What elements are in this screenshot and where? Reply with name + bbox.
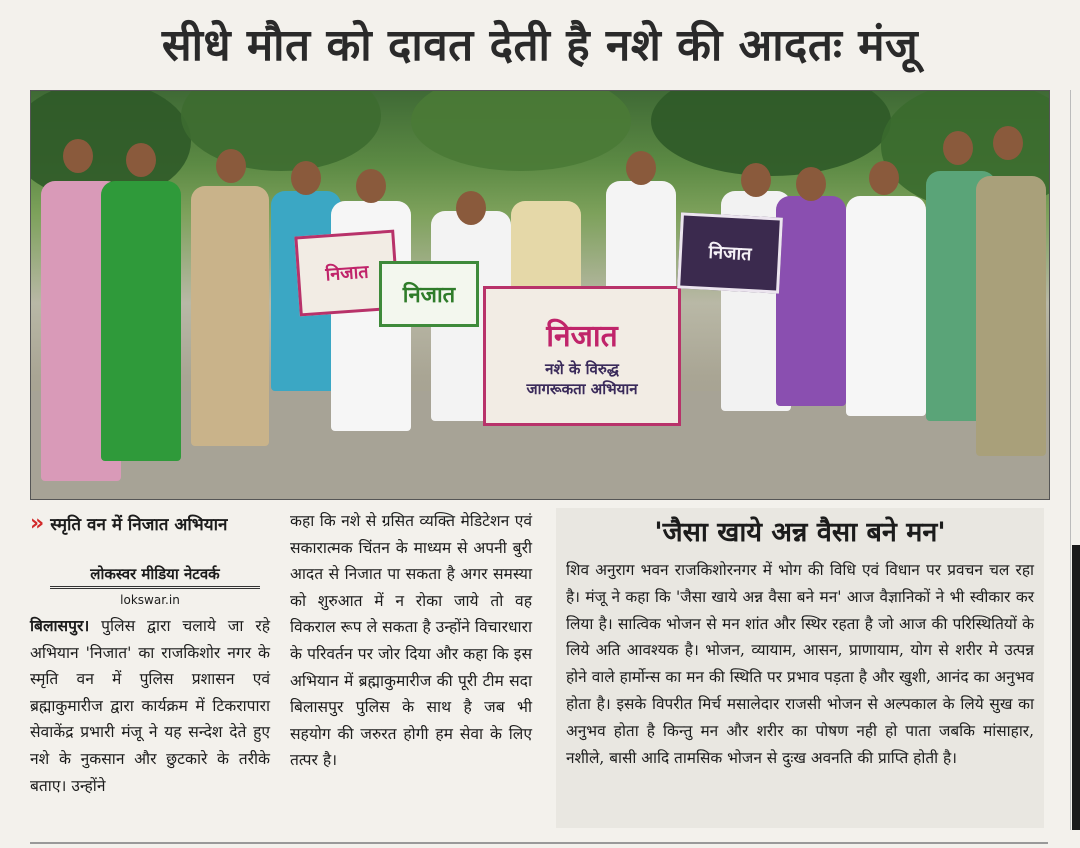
photo-sign-main bbox=[483, 286, 681, 426]
photo-tree bbox=[181, 90, 381, 171]
photo-person-head bbox=[943, 131, 973, 165]
article-body-col1-text: पुलिस द्वारा चलाये जा रहे अभियान 'निजात' का राजकिशोर नगर के स्मृति वन में पुलिस प्रशासन एवं ब्रह्माकुमारीज द्वारा कार्यक्रम में टिकरापारा सेवाकेंद्र प्रभारी मंजू ने यह सन्देश देते हुए नशे के नुकसान और छुटकारे के तरीके बताए। उन्होंने bbox=[30, 617, 270, 795]
bottom-divider bbox=[30, 842, 1048, 844]
photo-person bbox=[976, 176, 1046, 456]
photo-person-head bbox=[291, 161, 321, 195]
sign-right-title: निजात bbox=[707, 241, 752, 266]
sign-main-line1: नशे के विरुद्ध bbox=[545, 359, 619, 378]
sidebar-article bbox=[556, 508, 1044, 828]
photo-person-head bbox=[216, 149, 246, 183]
photo-tree bbox=[411, 90, 631, 171]
adjacent-photo-edge bbox=[1072, 545, 1080, 830]
sign-main-line2: जागरूकता अभियान bbox=[526, 379, 638, 398]
photo-person-head bbox=[126, 143, 156, 177]
news-photo bbox=[30, 90, 1050, 500]
section-label bbox=[30, 508, 270, 538]
agency-website: lokswar.in bbox=[120, 593, 180, 607]
photo-person-head bbox=[626, 151, 656, 185]
article-column-2 bbox=[290, 508, 532, 774]
photo-person-head bbox=[869, 161, 899, 195]
photo-person-head bbox=[456, 191, 486, 225]
article-body-col2: कहा कि नशे से ग्रसित व्यक्ति मेडिटेशन एवं सकारात्मक चिंतन के माध्यम से अपनी बुरी आदत से निजात पा सकता है अगर समस्या को शुरुआत में न रोका जाये तो वह विकराल रूप ले सकता है उन्होंने विचारधारा के परिवर्तन पर जोर दिया और कहा कि इस अभियान में ब्रह्माकुमारीज की पूरी टीम सदा बिलासपुर पुलिस के साथ है जब भी सहयोग की जरुरत होगी हम सेवा के लिए तत्पर है। bbox=[290, 512, 532, 770]
agency-byline: लोकस्वर मीडिया नेटवर्क bbox=[50, 564, 260, 589]
article-column-1 bbox=[30, 508, 270, 799]
sign-main-title: निजात bbox=[546, 318, 618, 354]
article-body-col1 bbox=[30, 613, 270, 799]
chevron-right-icon: » bbox=[30, 510, 45, 536]
photo-person-head bbox=[741, 163, 771, 197]
photo-person-head bbox=[796, 167, 826, 201]
page-headline: सीधे मौत को दावत देती है नशे की आदतः मंजू bbox=[161, 20, 919, 71]
photo-person bbox=[776, 196, 846, 406]
sidebar-article-body: शिव अनुराग भवन राजकिशोरनगर में भोग की विधि एवं विधान पर प्रवचन चल रहा है। मंजू ने कहा कि 'जैसा खाये अन्न वैसा बने मन' आज वैज्ञानिकों ने भी स्वीकार कर लिया है। सात्विक भोजन से मन शांत और स्थिर रहता है जो आज की परिस्थितियों के लिये अति आवश्यक है। भोजन, व्यायाम, आसन, प्राणायाम, योग से शरीर मे उत्पन्न होने वाले हार्मोन्स का मन की स्थिति पर प्रभाव पड़ता है और खुशी, आनंद का अनुभव होता है। इसके विपरीत मिर्च मसालेदार राजसी भोजन से अल्पकाल के लिये सुख का अनुभव होता है किन्तु मन और शरीर का पोषण नही हो पाता जबकि मांसाहार, नशीले, बासी आदि तामसिक भोजन से दुःख अवनति की प्राप्ति होती है। bbox=[566, 561, 1034, 767]
photo-person-head bbox=[63, 139, 93, 173]
section-label-text: स्मृति वन में निजात अभियान bbox=[50, 514, 228, 535]
photo-person bbox=[101, 181, 181, 461]
photo-sign-right bbox=[677, 212, 783, 293]
photo-person bbox=[846, 196, 926, 416]
sign-left-title: निजात bbox=[324, 261, 370, 286]
photo-person bbox=[191, 186, 269, 446]
photo-person-head bbox=[356, 169, 386, 203]
photo-tree bbox=[651, 90, 891, 176]
photo-sign-green bbox=[379, 261, 479, 327]
dateline: बिलासपुर। bbox=[30, 616, 90, 635]
photo-person-head bbox=[993, 126, 1023, 160]
sidebar-article-title: 'जैसा खाये अन्न वैसा बने मन' bbox=[654, 517, 946, 548]
sign-green-title: निजात bbox=[402, 283, 456, 308]
